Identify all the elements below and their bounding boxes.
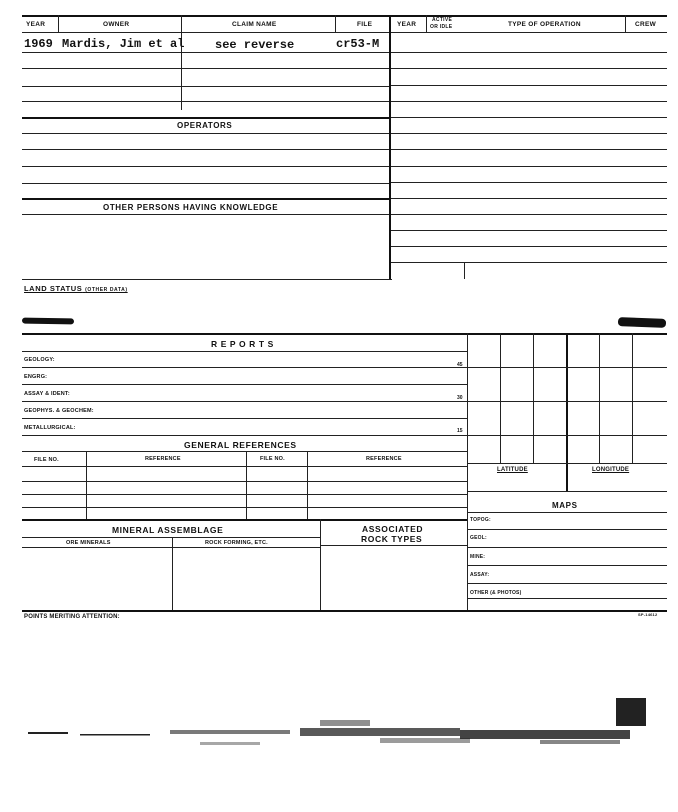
- ruled-line: [391, 117, 667, 118]
- grid-line: [467, 367, 667, 368]
- ruled-line: [22, 537, 320, 538]
- mineral-assemblage-title: MINERAL ASSEMBLAGE: [112, 525, 224, 535]
- reports-right-border: [467, 333, 468, 610]
- grid-line: [566, 333, 568, 491]
- ruled-line: [22, 183, 389, 184]
- col-divider: [246, 451, 247, 519]
- col-divider: [426, 15, 427, 32]
- map-topog: TOPOG:: [470, 517, 491, 523]
- ruled-line: [22, 133, 389, 134]
- ruled-line: [22, 149, 389, 150]
- grid-line: [632, 333, 633, 463]
- ruled-line: [22, 351, 467, 352]
- map-geol: GEOL:: [470, 535, 487, 541]
- ruled-line: [391, 262, 667, 263]
- ruled-line: [22, 279, 392, 280]
- ruled-line: [22, 68, 389, 69]
- col-divider: [320, 519, 321, 610]
- report-num-30: 30: [457, 395, 463, 401]
- ruled-line: [391, 68, 667, 69]
- header-year: YEAR: [26, 21, 46, 28]
- grid-line: [467, 435, 667, 436]
- col-divider: [181, 15, 182, 110]
- ruled-line: [22, 166, 389, 167]
- header-active-2: OR IDLE: [430, 24, 453, 30]
- operators-title: OPERATORS: [177, 121, 233, 130]
- ruled-line: [22, 418, 467, 419]
- ruled-line: [467, 512, 667, 513]
- reports-title: R E P O R T S: [211, 339, 274, 349]
- ore-minerals-header: ORE MINERALS: [66, 540, 111, 546]
- ink-smudge-right: [618, 317, 666, 328]
- ruled-line: [391, 214, 667, 215]
- ref-header-reference: REFERENCE: [145, 456, 181, 462]
- land-status-sub: (OTHER DATA): [85, 287, 128, 293]
- map-assay: ASSAY:: [470, 572, 490, 578]
- ruled-line: [391, 166, 667, 167]
- ruled-line: [22, 117, 389, 119]
- report-label-metallurgical: METALLURGICAL:: [24, 425, 76, 431]
- latitude-label: LATITUDE: [497, 467, 528, 473]
- associated-rock-types-2: ROCK TYPES: [361, 534, 423, 544]
- top-border: [22, 15, 667, 17]
- header-claim-name: CLAIM NAME: [232, 21, 277, 28]
- main-divider: [389, 15, 391, 280]
- ruled-line: [467, 598, 667, 599]
- header-active-1: ACTIVE: [432, 17, 453, 23]
- form-number: SP-14612: [638, 612, 658, 617]
- ruled-line: [22, 384, 467, 385]
- land-status-label: LAND STATUS: [24, 284, 83, 293]
- ref-header-file-no: FILE NO.: [34, 457, 59, 463]
- grid-line: [467, 463, 667, 464]
- ruled-line: [22, 52, 389, 53]
- map-other: OTHER (& PHOTOS): [470, 590, 522, 596]
- ruled-line: [22, 451, 467, 452]
- col-divider: [172, 537, 173, 610]
- general-references-title: GENERAL REFERENCES: [184, 440, 297, 450]
- report-num-45: 45: [457, 362, 463, 368]
- rock-forming-header: ROCK FORMING, ETC.: [205, 540, 268, 546]
- entry-claim-name: see reverse: [215, 38, 295, 52]
- ruled-line: [391, 85, 667, 86]
- ink-smudge-left: [22, 318, 74, 325]
- associated-rock-types-1: ASSOCIATED: [362, 524, 424, 534]
- report-label-engrg: ENGRG:: [24, 374, 48, 380]
- ruled-line: [391, 230, 667, 231]
- ruled-line: [391, 198, 667, 199]
- ruled-line: [22, 481, 467, 482]
- ruled-line: [391, 52, 667, 53]
- header-type-of-operation: TYPE OF OPERATION: [508, 21, 581, 28]
- ruled-line: [467, 565, 667, 566]
- ref-header-file-no-2: FILE NO.: [260, 456, 285, 462]
- ruled-line: [391, 246, 667, 247]
- entry-file: cr53-M: [336, 37, 380, 51]
- ruled-line: [391, 133, 667, 134]
- col-divider: [307, 451, 308, 519]
- col-divider: [625, 15, 626, 32]
- grid-line: [599, 333, 600, 463]
- col-divider: [464, 262, 465, 279]
- ruled-line: [22, 86, 389, 87]
- ruled-line: [22, 198, 389, 200]
- map-mine: MINE:: [470, 554, 486, 560]
- header-file: FILE: [357, 21, 373, 28]
- ruled-line: [22, 507, 467, 508]
- ruled-line: [22, 519, 467, 521]
- ruled-line: [22, 101, 389, 102]
- ruled-line: [22, 466, 467, 467]
- ruled-line: [22, 435, 467, 436]
- report-label-geophys: GEOPHYS. & GEOCHEM:: [24, 408, 94, 414]
- grid-line: [500, 333, 501, 463]
- grid-line: [467, 401, 667, 402]
- ruled-line: [22, 214, 389, 215]
- grid-line: [467, 491, 667, 492]
- header-year-2: YEAR: [397, 21, 417, 28]
- ruled-line: [320, 545, 467, 546]
- col-divider: [86, 451, 87, 519]
- col-divider: [335, 15, 336, 32]
- header-crew: CREW: [635, 21, 657, 28]
- header-underline: [22, 32, 667, 33]
- report-num-15: 15: [457, 428, 463, 434]
- ruled-line: [467, 583, 667, 584]
- ruled-line: [391, 149, 667, 150]
- points-meriting-attention: POINTS MERITING ATTENTION:: [24, 614, 120, 620]
- report-label-assay: ASSAY & IDENT:: [24, 391, 70, 397]
- ruled-line: [22, 494, 467, 495]
- ruled-line: [22, 547, 320, 548]
- ruled-line: [22, 367, 467, 368]
- ruled-line: [467, 547, 667, 548]
- header-owner: OWNER: [103, 21, 130, 28]
- maps-title: MAPS: [552, 501, 578, 510]
- ruled-line: [22, 333, 667, 335]
- ruled-line: [391, 182, 667, 183]
- land-status-title: [24, 284, 128, 293]
- other-persons-title: OTHER PERSONS HAVING KNOWLEDGE: [103, 203, 279, 212]
- scan-noise-band: [20, 690, 670, 780]
- longitude-label: LONGITUDE: [592, 467, 630, 473]
- ruled-line: [467, 529, 667, 530]
- ruled-line: [22, 401, 467, 402]
- entry-year: 1969: [24, 37, 53, 51]
- col-divider: [58, 15, 59, 32]
- report-label-geology: GEOLOGY:: [24, 357, 55, 363]
- ruled-line: [391, 101, 667, 102]
- ruled-line: [22, 610, 667, 612]
- entry-owner: Mardis, Jim et al: [62, 37, 185, 51]
- ref-header-reference-2: REFERENCE: [366, 456, 402, 462]
- grid-line: [533, 333, 534, 463]
